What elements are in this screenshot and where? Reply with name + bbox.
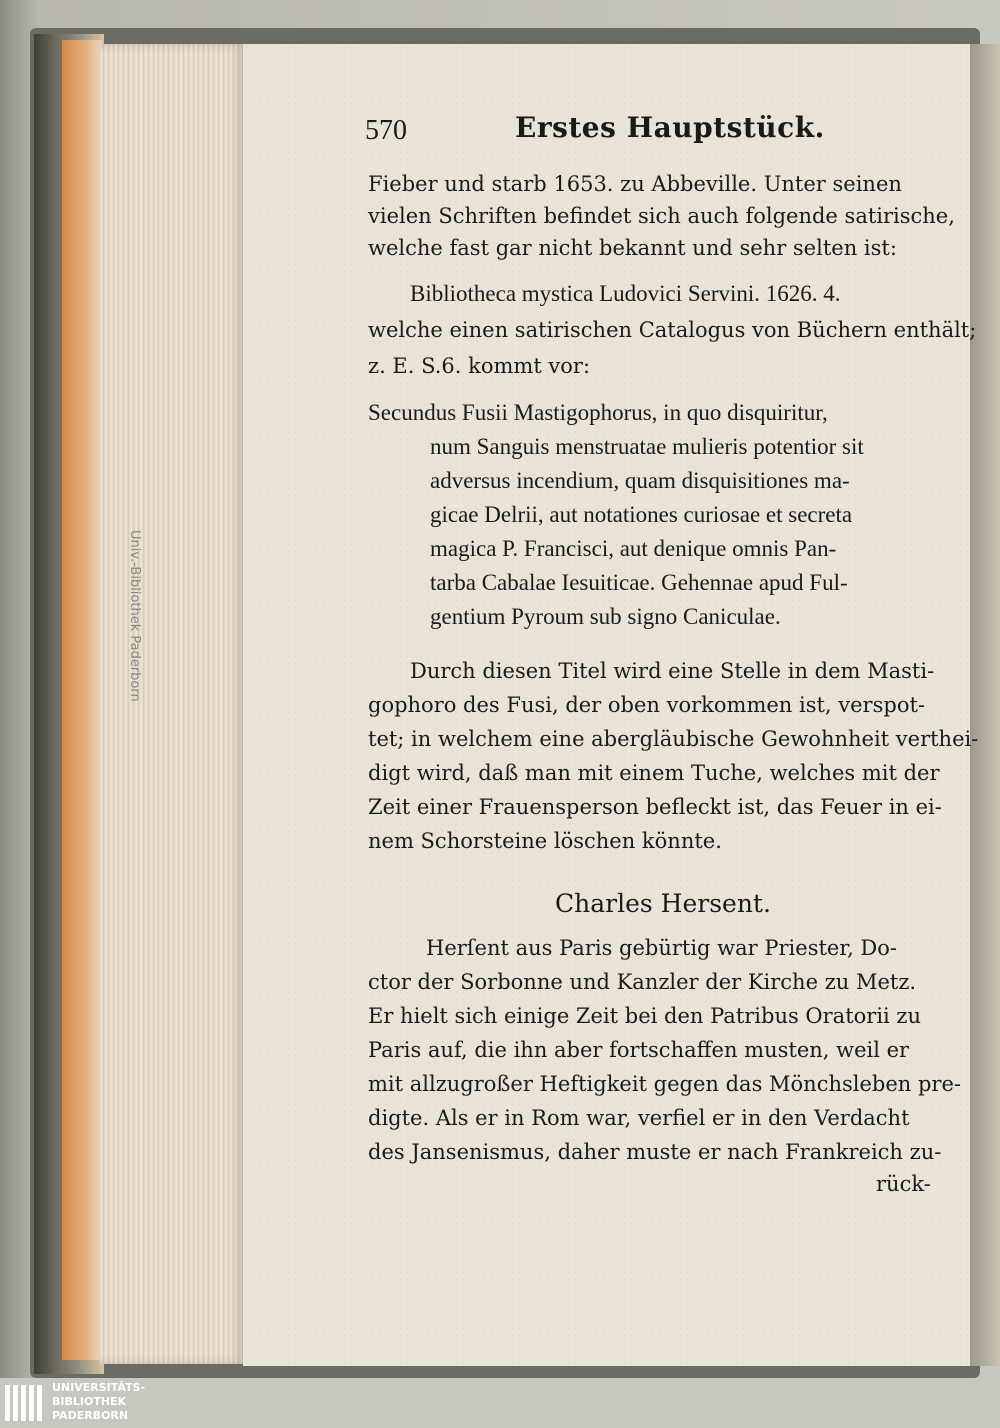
text-line: gentium Pyroum sub signo Caniculae. xyxy=(430,604,781,629)
page-number: 570 xyxy=(365,115,407,146)
library-stamp xyxy=(112,530,152,702)
text-line: magica P. Francisci, aut denique omnis Pan- xyxy=(430,536,837,561)
text-line: gophoro des Fusi, der oben vorkommen ist, verspot- xyxy=(368,693,925,717)
text-line: Secundus Fusii Mastigophorus, in quo disquiritur, xyxy=(368,400,828,425)
text-line: mit allzugroßer Heftigkeit gegen das Mönchsleben pre- xyxy=(368,1072,961,1096)
text-line: gicae Delrii, aut notationes curiosae et secreta xyxy=(430,502,853,527)
page-gutter xyxy=(970,44,1000,1366)
footer-bar xyxy=(0,1378,1000,1428)
text-line: ctor der Sorbonne und Kanzler der Kirche zu Metz. xyxy=(368,970,917,994)
text-line: num Sanguis menstruatae mulieris potentior sit xyxy=(430,434,864,459)
book-spine-edge xyxy=(62,40,102,1360)
text-line: adversus incendium, quam disquisitiones ma- xyxy=(430,468,850,493)
text-line: Bibliotheca mystica Ludovici Servini. 1626. 4. xyxy=(410,281,841,306)
text-line: digte. Als er in Rom war, verfiel er in den Verdacht xyxy=(368,1106,910,1130)
section-title: Charles Hersent. xyxy=(555,889,771,918)
library-stamp-text: Univ.-Bibliothek Paderborn xyxy=(127,530,142,702)
text-line: nem Schorsteine löschen könnte. xyxy=(368,829,722,853)
text-line: Paris auf, die ihn aber fortschaffen musten, weil er xyxy=(368,1038,910,1062)
text-line: Er hielt sich einige Zeit bei den Patribus Oratorii zu xyxy=(368,1004,922,1028)
text-line: Fieber und starb 1653. zu Abbeville. Unter seinen xyxy=(368,172,902,196)
text-line: rück- xyxy=(876,1172,931,1196)
text-line: welche fast gar nicht bekannt und sehr selten ist: xyxy=(368,236,897,260)
text-line: Zeit einer Frauensperson befleckt ist, das Feuer in ei- xyxy=(368,795,942,819)
university-name xyxy=(52,1381,145,1423)
page-stack-edge xyxy=(100,44,245,1364)
logo-line-1: UNIVERSITÄTS- xyxy=(52,1381,146,1394)
text-line: Herſent aus Paris gebürtig war Priester, Do- xyxy=(426,936,898,960)
logo-line-3: PADERBORN xyxy=(52,1409,129,1422)
text-line: des Jansenismus, daher muste er nach Frankreich zu- xyxy=(368,1140,942,1164)
text-line: digt wird, daß man mit einem Tuche, welches mit der xyxy=(368,761,940,785)
university-logo-icon xyxy=(3,1381,47,1425)
text-line: tarba Cabalae Iesuiticae. Gehennae apud Ful- xyxy=(430,570,848,595)
running-head: Erstes Hauptstück. xyxy=(515,111,825,144)
text-line: z. E. S.6. kommt vor: xyxy=(368,354,591,378)
text-line: welche einen satirischen Catalogus von Büchern enthält; xyxy=(368,318,977,342)
logo-line-2: BIBLIOTHEK xyxy=(52,1395,127,1408)
text-line: vielen Schriften befindet sich auch folgende satirische, xyxy=(368,204,955,228)
text-line: Durch diesen Titel wird eine Stelle in dem Masti- xyxy=(410,659,935,683)
text-line: tet; in welchem eine abergläubische Gewohnheit verthei- xyxy=(368,727,979,751)
